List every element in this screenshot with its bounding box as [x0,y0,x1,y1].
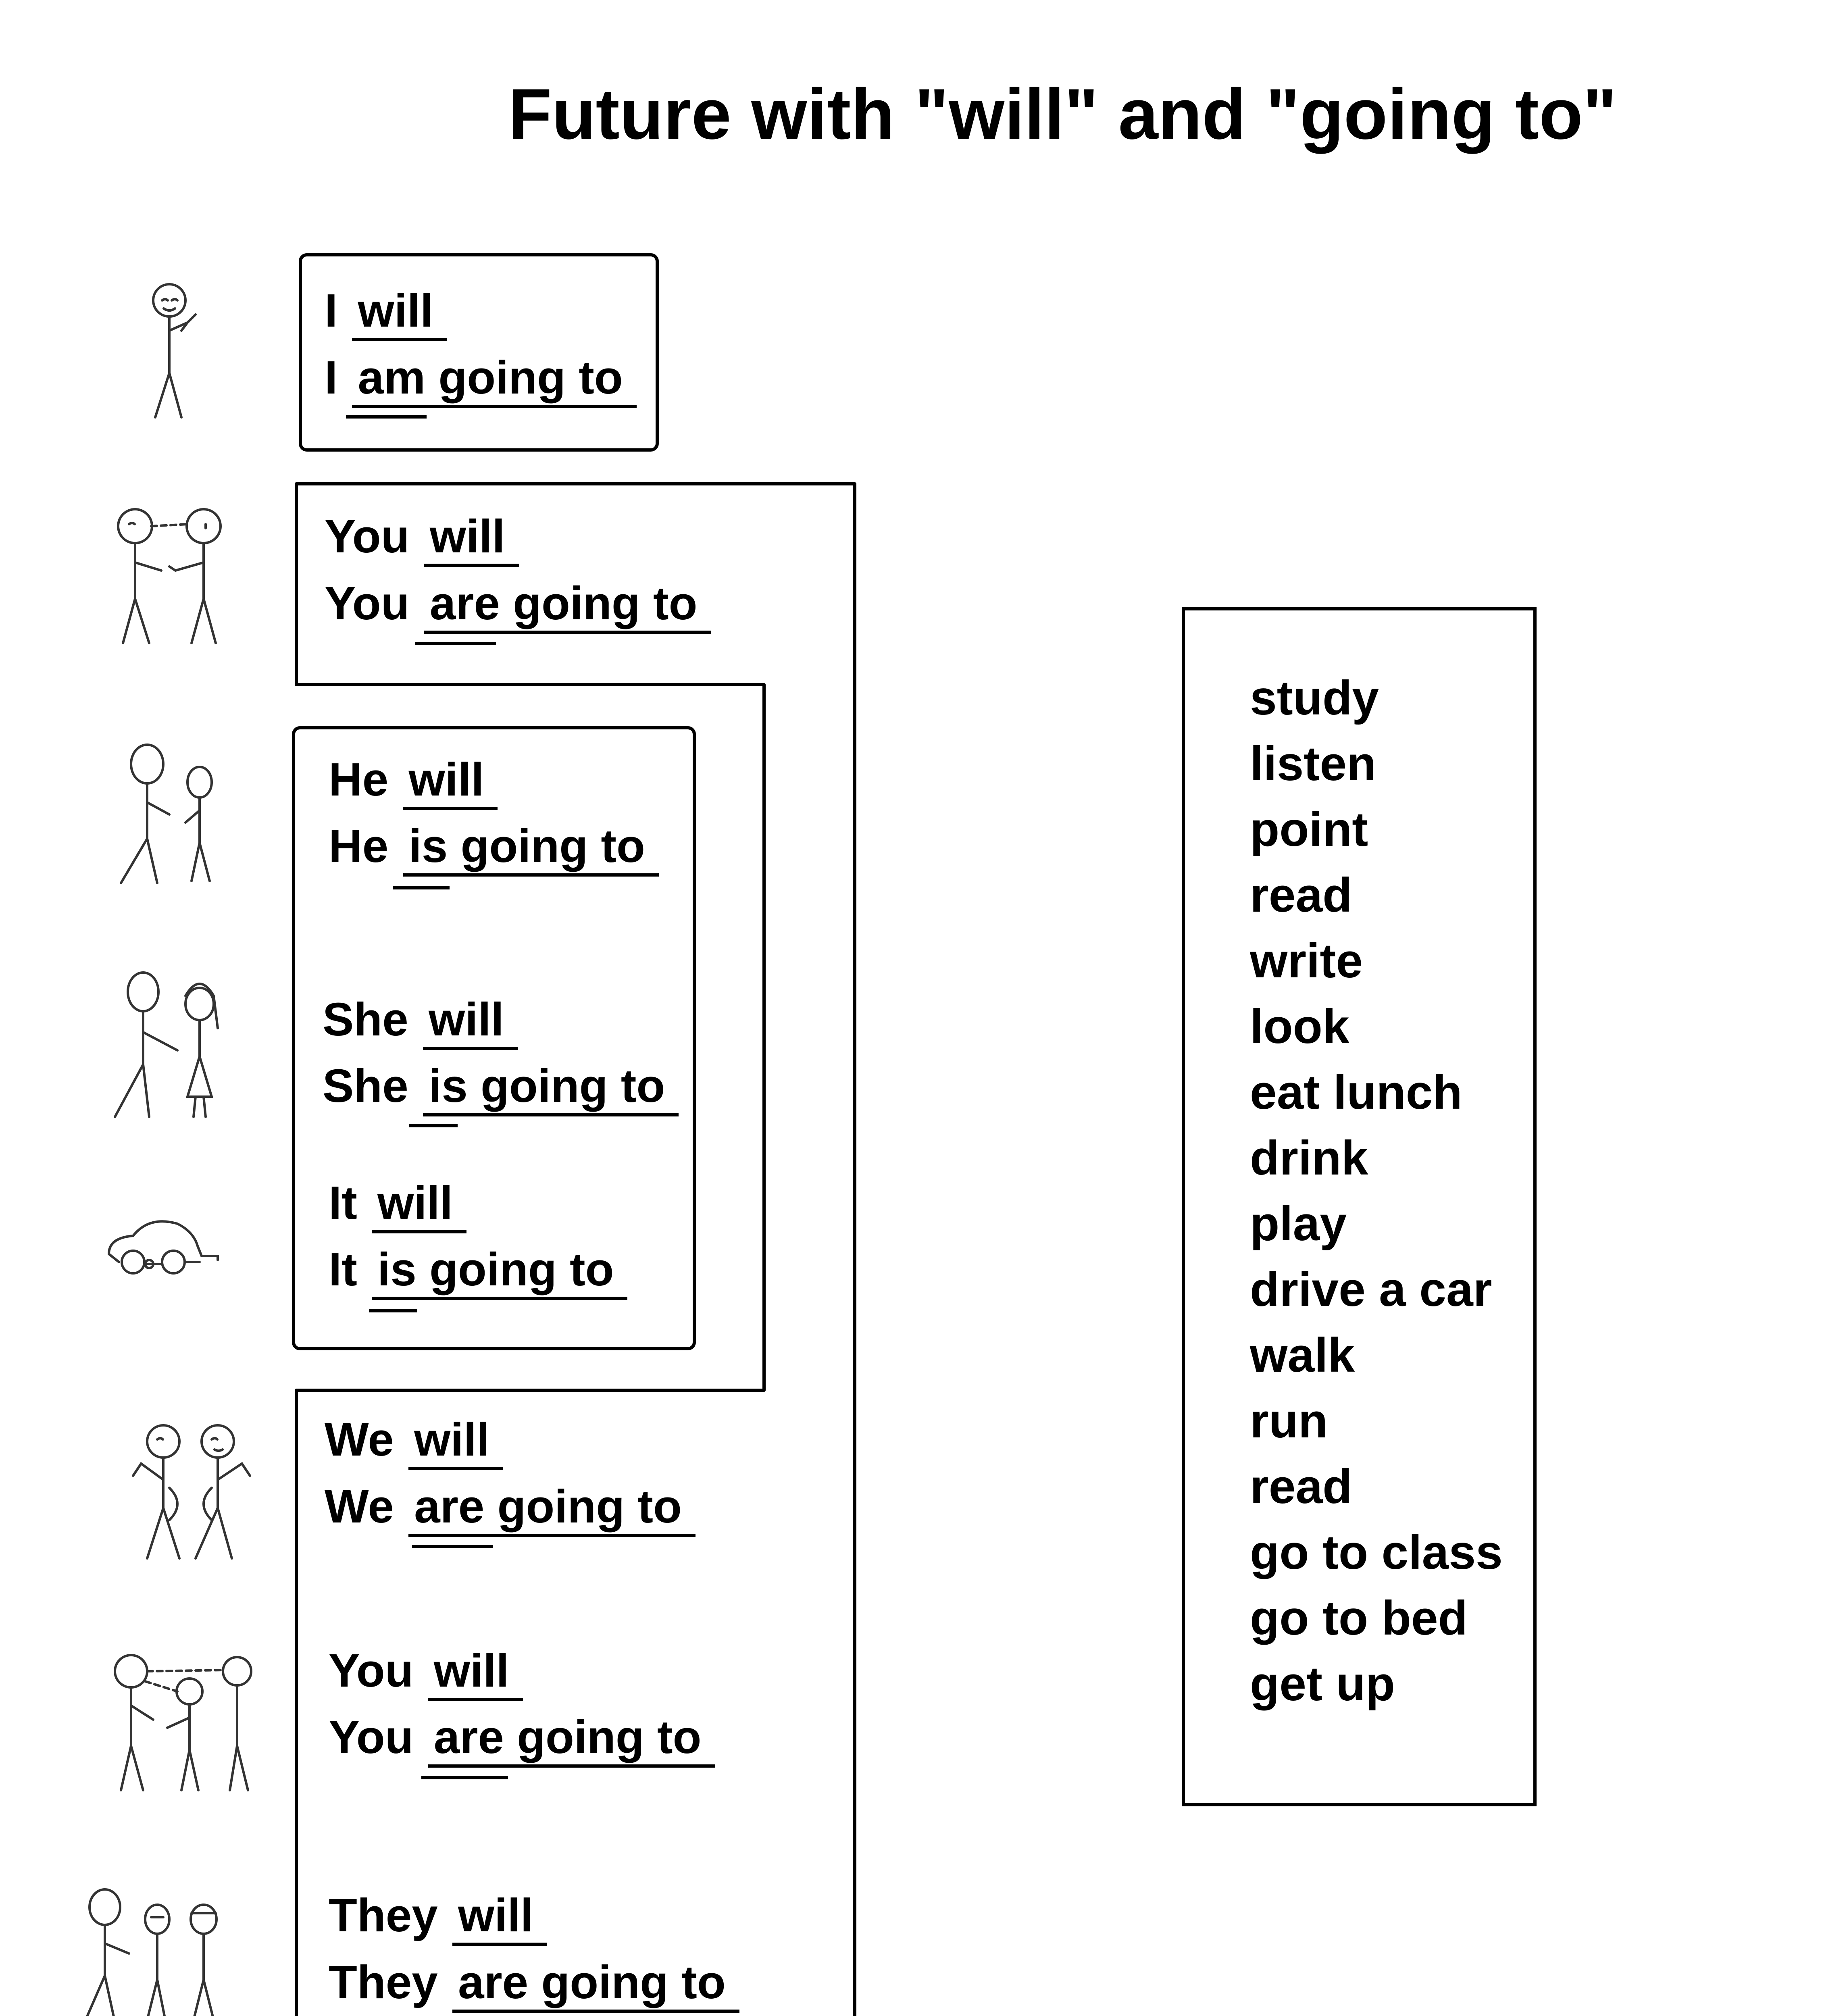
will-blank: will [403,756,498,810]
two-people-icon [109,502,230,651]
row-you-plural-will [329,1644,523,1701]
subject-you: You [329,1644,414,1697]
subject-they: They [329,1889,438,1941]
going-to-blank: are going to [408,1483,696,1537]
subject-it: It [329,1177,357,1229]
subject-you: You [325,577,410,629]
row-you-will [325,510,519,567]
verb-item: point [1250,802,1368,856]
two-people-icon [125,1419,262,1568]
row-we-going [325,1480,696,1537]
verb-item: read [1250,1460,1352,1514]
verb-item: run [1250,1394,1328,1448]
row-you-going [325,577,711,634]
page-title: Future with "will" and "going to" [508,74,1617,154]
subject-you: You [325,510,410,562]
verb-list [1250,665,1503,1717]
verb-item: listen [1250,737,1376,791]
going-to-blank: are going to [428,1714,715,1768]
row-i-will [325,284,447,341]
verb-item: get up [1250,1657,1395,1711]
man-and-woman-icon [109,968,230,1121]
verb-item: drive a car [1250,1262,1492,1316]
row-she-going [323,1062,679,1116]
verb-item: read [1250,868,1352,922]
will-blank: will [423,996,518,1050]
verb-item: walk [1250,1328,1355,1382]
going-to-blank: is going to [403,823,659,877]
subject-she: She [323,1060,408,1112]
subject-we: We [325,1413,394,1466]
row-we-will [325,1413,503,1470]
row-i-going [325,351,637,408]
subject-it: It [329,1243,357,1295]
subject-he: He [329,820,389,872]
man-and-boy-icon [113,742,226,887]
subject-you: You [329,1711,414,1763]
subject-i: I [325,284,338,337]
car-icon [97,1206,226,1286]
three-people-icon [109,1641,254,1794]
verb-item: drink [1250,1131,1368,1185]
will-blank: will [428,1647,523,1701]
row-they-will [329,1889,547,1946]
aux-underline [421,1776,508,1779]
three-people-icon [81,1887,230,2016]
row-they-going [329,1956,739,2013]
aux-underline [412,1545,493,1548]
subject-we: We [325,1480,394,1533]
will-blank: will [372,1179,466,1233]
aux-underline [346,415,427,419]
verb-item: go to class [1250,1525,1503,1579]
aux-underline [409,1124,458,1127]
subject-they: They [329,1956,438,2008]
going-to-blank: am going to [352,354,636,408]
aux-underline [415,642,496,645]
verb-item: study [1250,671,1379,725]
verb-item: play [1250,1197,1347,1251]
verb-item: look [1250,1000,1349,1054]
going-to-blank: are going to [424,580,711,634]
will-blank: will [352,287,447,341]
row-she-will [323,993,518,1050]
going-to-blank: are going to [452,1959,739,2013]
row-you-plural-going [329,1711,715,1768]
will-blank: will [424,513,519,567]
row-it-will [329,1179,466,1233]
row-he-going [329,820,659,877]
going-to-blank: is going to [372,1246,627,1300]
row-it-going [329,1243,627,1300]
aux-underline [393,886,450,889]
person-icon [137,278,226,427]
will-blank: will [408,1416,503,1470]
aux-underline [369,1309,417,1312]
row-he-will [329,753,498,810]
subject-i: I [325,351,338,404]
verb-item: go to bed [1250,1591,1468,1645]
verb-item: write [1250,934,1363,988]
will-blank: will [452,1892,547,1946]
verb-item: eat lunch [1250,1065,1462,1119]
subject-he: He [329,753,389,806]
subject-she: She [323,993,408,1045]
going-to-blank: is going to [423,1062,679,1116]
